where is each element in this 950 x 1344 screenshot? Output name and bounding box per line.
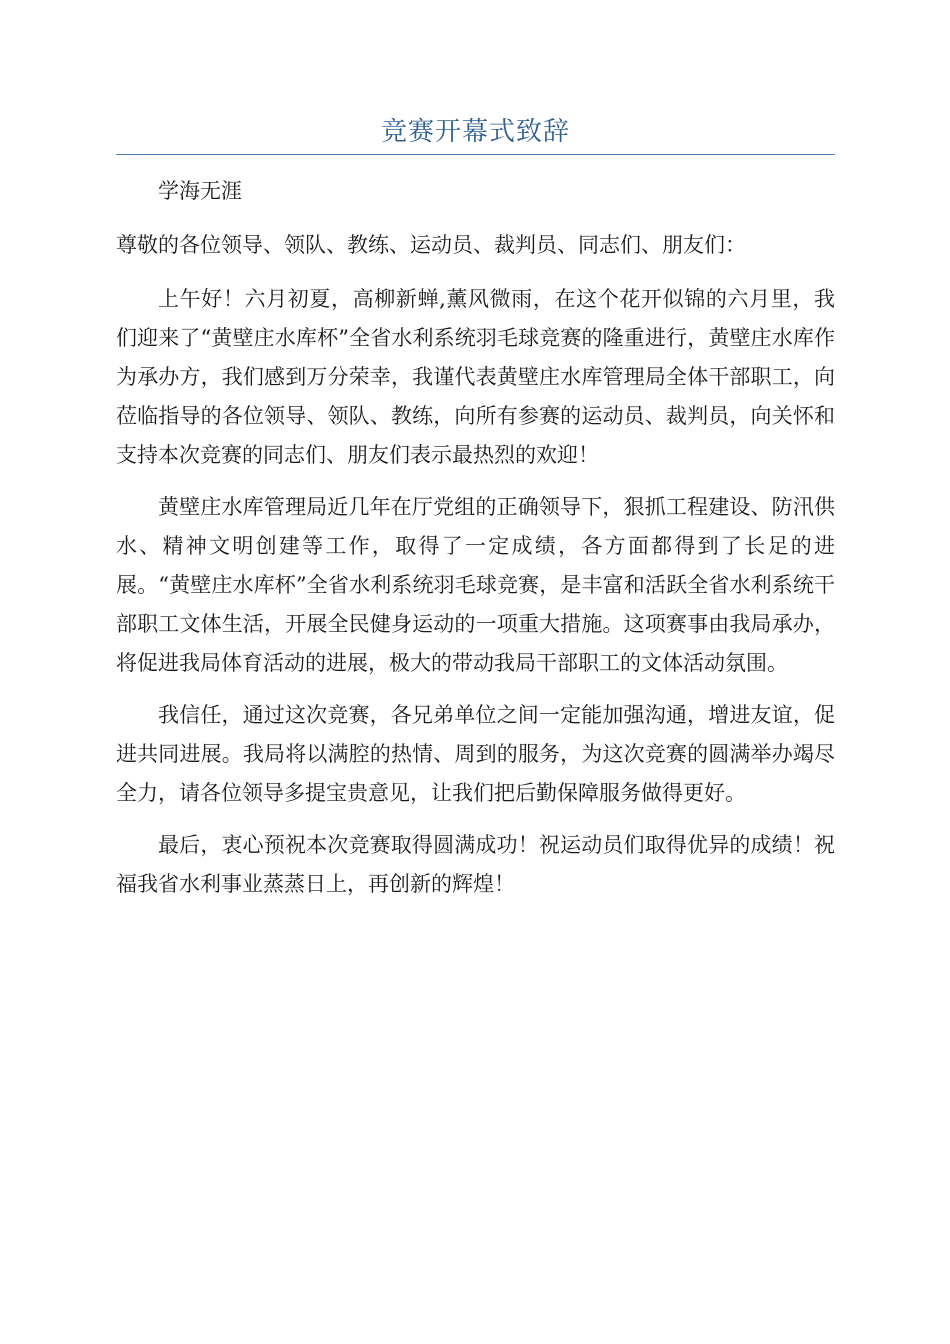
title-block	[116, 110, 835, 155]
salutation: 尊敬的各位领导、领队、教练、运动员、裁判员、同志们、朋友们：	[116, 233, 746, 257]
page-title: 竞赛开幕式致辞	[380, 117, 570, 147]
paragraph-1: 上午好！六月初夏，高柳新蝉,薰风微雨，在这个花开似锦的六月里，我们迎来了“黄壁庄水库杯”全省水利系统羽毛球竞赛的隆重进行，黄壁庄水库作为承办方，我们感到万分荣幸，我谨代表黄壁庄水库管理局全体干部职工，向莅临指导的各位领导、领队、教练，向所有参赛的运动员、裁判员，向关怀和支持本次竞赛的同志们、朋友们表示最热烈的欢迎！	[116, 287, 835, 467]
author-line: 学海无涯	[158, 179, 242, 203]
paragraph-4: 最后，衷心预祝本次竞赛取得圆满成功！祝运动员们取得优异的成绩！祝福我省水利事业蒸蒸日上，再创新的辉煌！	[116, 833, 835, 896]
document-body	[116, 172, 835, 917]
paragraph-2: 黄壁庄水库管理局近几年在厅党组的正确领导下，狠抓工程建设、防汛供水、精神文明创建等工作，取得了一定成绩，各方面都得到了长足的进展。“黄壁庄水库杯”全省水利系统羽毛球竞赛，是丰富和活跃全省水利系统干部职工文体生活，开展全民健身运动的一项重大措施。这项赛事由我局承办，将促进我局体育活动的进展，极大的带动我局干部职工的文体活动氛围。	[116, 495, 835, 675]
title-underline	[116, 154, 835, 155]
paragraph-3: 我信任，通过这次竞赛，各兄弟单位之间一定能加强沟通，增进友谊，促进共同进展。我局将以满腔的热情、周到的服务，为这次竞赛的圆满举办竭尽全力，请各位领导多提宝贵意见，让我们把后勤保障服务做得更好。	[116, 703, 835, 805]
